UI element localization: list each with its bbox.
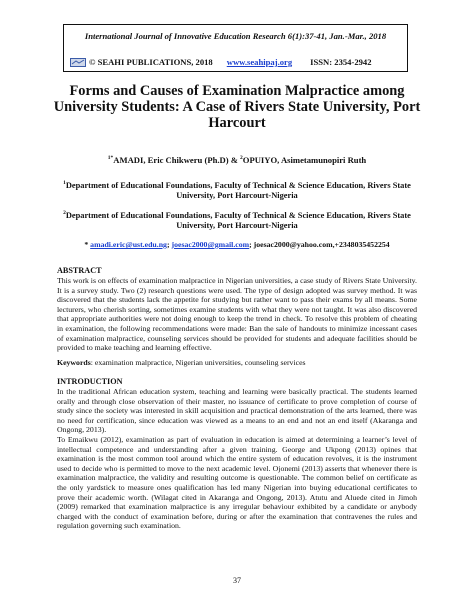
journal-citation: International Journal of Innovative Education Research 6(1):37-41, Jan.-Mar., 2018 (84, 31, 387, 41)
contact-emails (0, 240, 474, 249)
introduction-paragraph-1: In the traditional African education system, teaching and learning were basically practical. The students learned orally and through close observation of their master, no issuance of certificate to prove completion of course of study since the society was interested in skill acquisition and practical demonstration of the arts learned, there was no need for certification, since education was viewed as a means to an end and not an end itself (Akaranga and Ongong, 2013). (57, 387, 417, 435)
author1-name: AMADI, Eric Chikweru (Ph.D) & (113, 155, 241, 165)
introduction-heading: INTRODUCTION (57, 377, 123, 386)
email-separator: ; (166, 240, 172, 249)
affiliation-2 (60, 208, 414, 231)
affiliation-2-text: Department of Educational Foundations, Faculty of Technical & Science Education, Rivers State University, Port Harcourt-Nigeria (65, 210, 411, 230)
keywords-label: Keywords (57, 358, 91, 367)
paper-title: Forms and Causes of Examination Malpractice among University Students: A Case of Rivers State University, Port Harcourt (53, 83, 421, 131)
introduction-paragraph-2: To Emaikwu (2012), examination as part of evaluation in education is aimed at determining a learner’s level of intellectual competence and understanding after a given training. George and Ukpong (2013) opines that examination is the most common tool around which the entire system of education revolves, it is the instrument used to decide who is permitted to move to the next academic level. Ojonemi (2013) asserts that whenever there is examination malpractice, the validity and resulting outcome is questionable. The common belief on certificate as the only yardstick to measure ones qualification has led many Nigerian into buying educational certificates to prove their academic worth. (Wilagat cited in Akaranga and Ongong, 2013). Atutu and Aluede cited in Jimoh (2009) remarked that examination malpractice is any irregular behaviour exhibited by a candidate or anybody charged with the conduct of examination before, during or after the examination that contravenes the rules and regulation governing such examination. (57, 435, 417, 531)
publisher-url-link[interactable]: www.seahipaj.org (226, 57, 293, 67)
affiliation-1-text: Department of Educational Foundations, Faculty of Technical & Science Education, Rivers State University, Port Harcourt-Nigeria (65, 180, 411, 200)
author1-superscript: 1* (107, 155, 114, 162)
author-line (0, 155, 474, 165)
publisher-row (70, 57, 401, 67)
publisher-logo-icon (70, 58, 86, 67)
email-rest: ; joesac2000@yahoo.com,+2348035452254 (249, 240, 390, 249)
affiliation-1-superscript: 1 (63, 180, 66, 186)
keywords-text: : examination malpractice, Nigerian universities, counseling services (90, 358, 306, 367)
affiliation-1 (60, 178, 414, 201)
affiliation-2-superscript: 2 (63, 210, 66, 216)
journal-header-box (63, 24, 408, 72)
author2-superscript: 2 (240, 155, 243, 162)
email-link-2[interactable]: joesac2000@gmail.com (171, 240, 250, 249)
author2-name: OPUIYO, Asimetamunopiri Ruth (242, 155, 367, 165)
email-prefix: * (84, 240, 91, 249)
issn: ISSN: 2354-2942 (310, 57, 372, 67)
keywords-line (57, 358, 417, 367)
email-link-1[interactable]: amadi.eric@ust.edu.ng (90, 240, 167, 249)
page-number: 37 (233, 576, 241, 585)
publisher-copyright: © SEAHI PUBLICATIONS, 2018 (89, 57, 213, 67)
abstract-text: This work is on effects of examination malpractice in Nigerian universities, a case study of Rivers State University. It is a survey study. Two (2) research questions were used. The type of design adopted was survey method. It was discovered that the students lack the appetite for studying but rather want to pass their exams by all means. Some lecturers, who cherish sorting, sometimes examine students with what they were not taught. It was also discovered that appropriate authorities were not doing enough to keep the trend in check. To resolve this problem of cheating in examination, the following recommendations were made: Ban the sale of handouts to minimize incessant cases of examination malpractice, counseling services should be provided for students and adequate facilities should be provided to make teaching and learning effective. (57, 276, 417, 353)
abstract-heading: ABSTRACT (57, 266, 102, 275)
